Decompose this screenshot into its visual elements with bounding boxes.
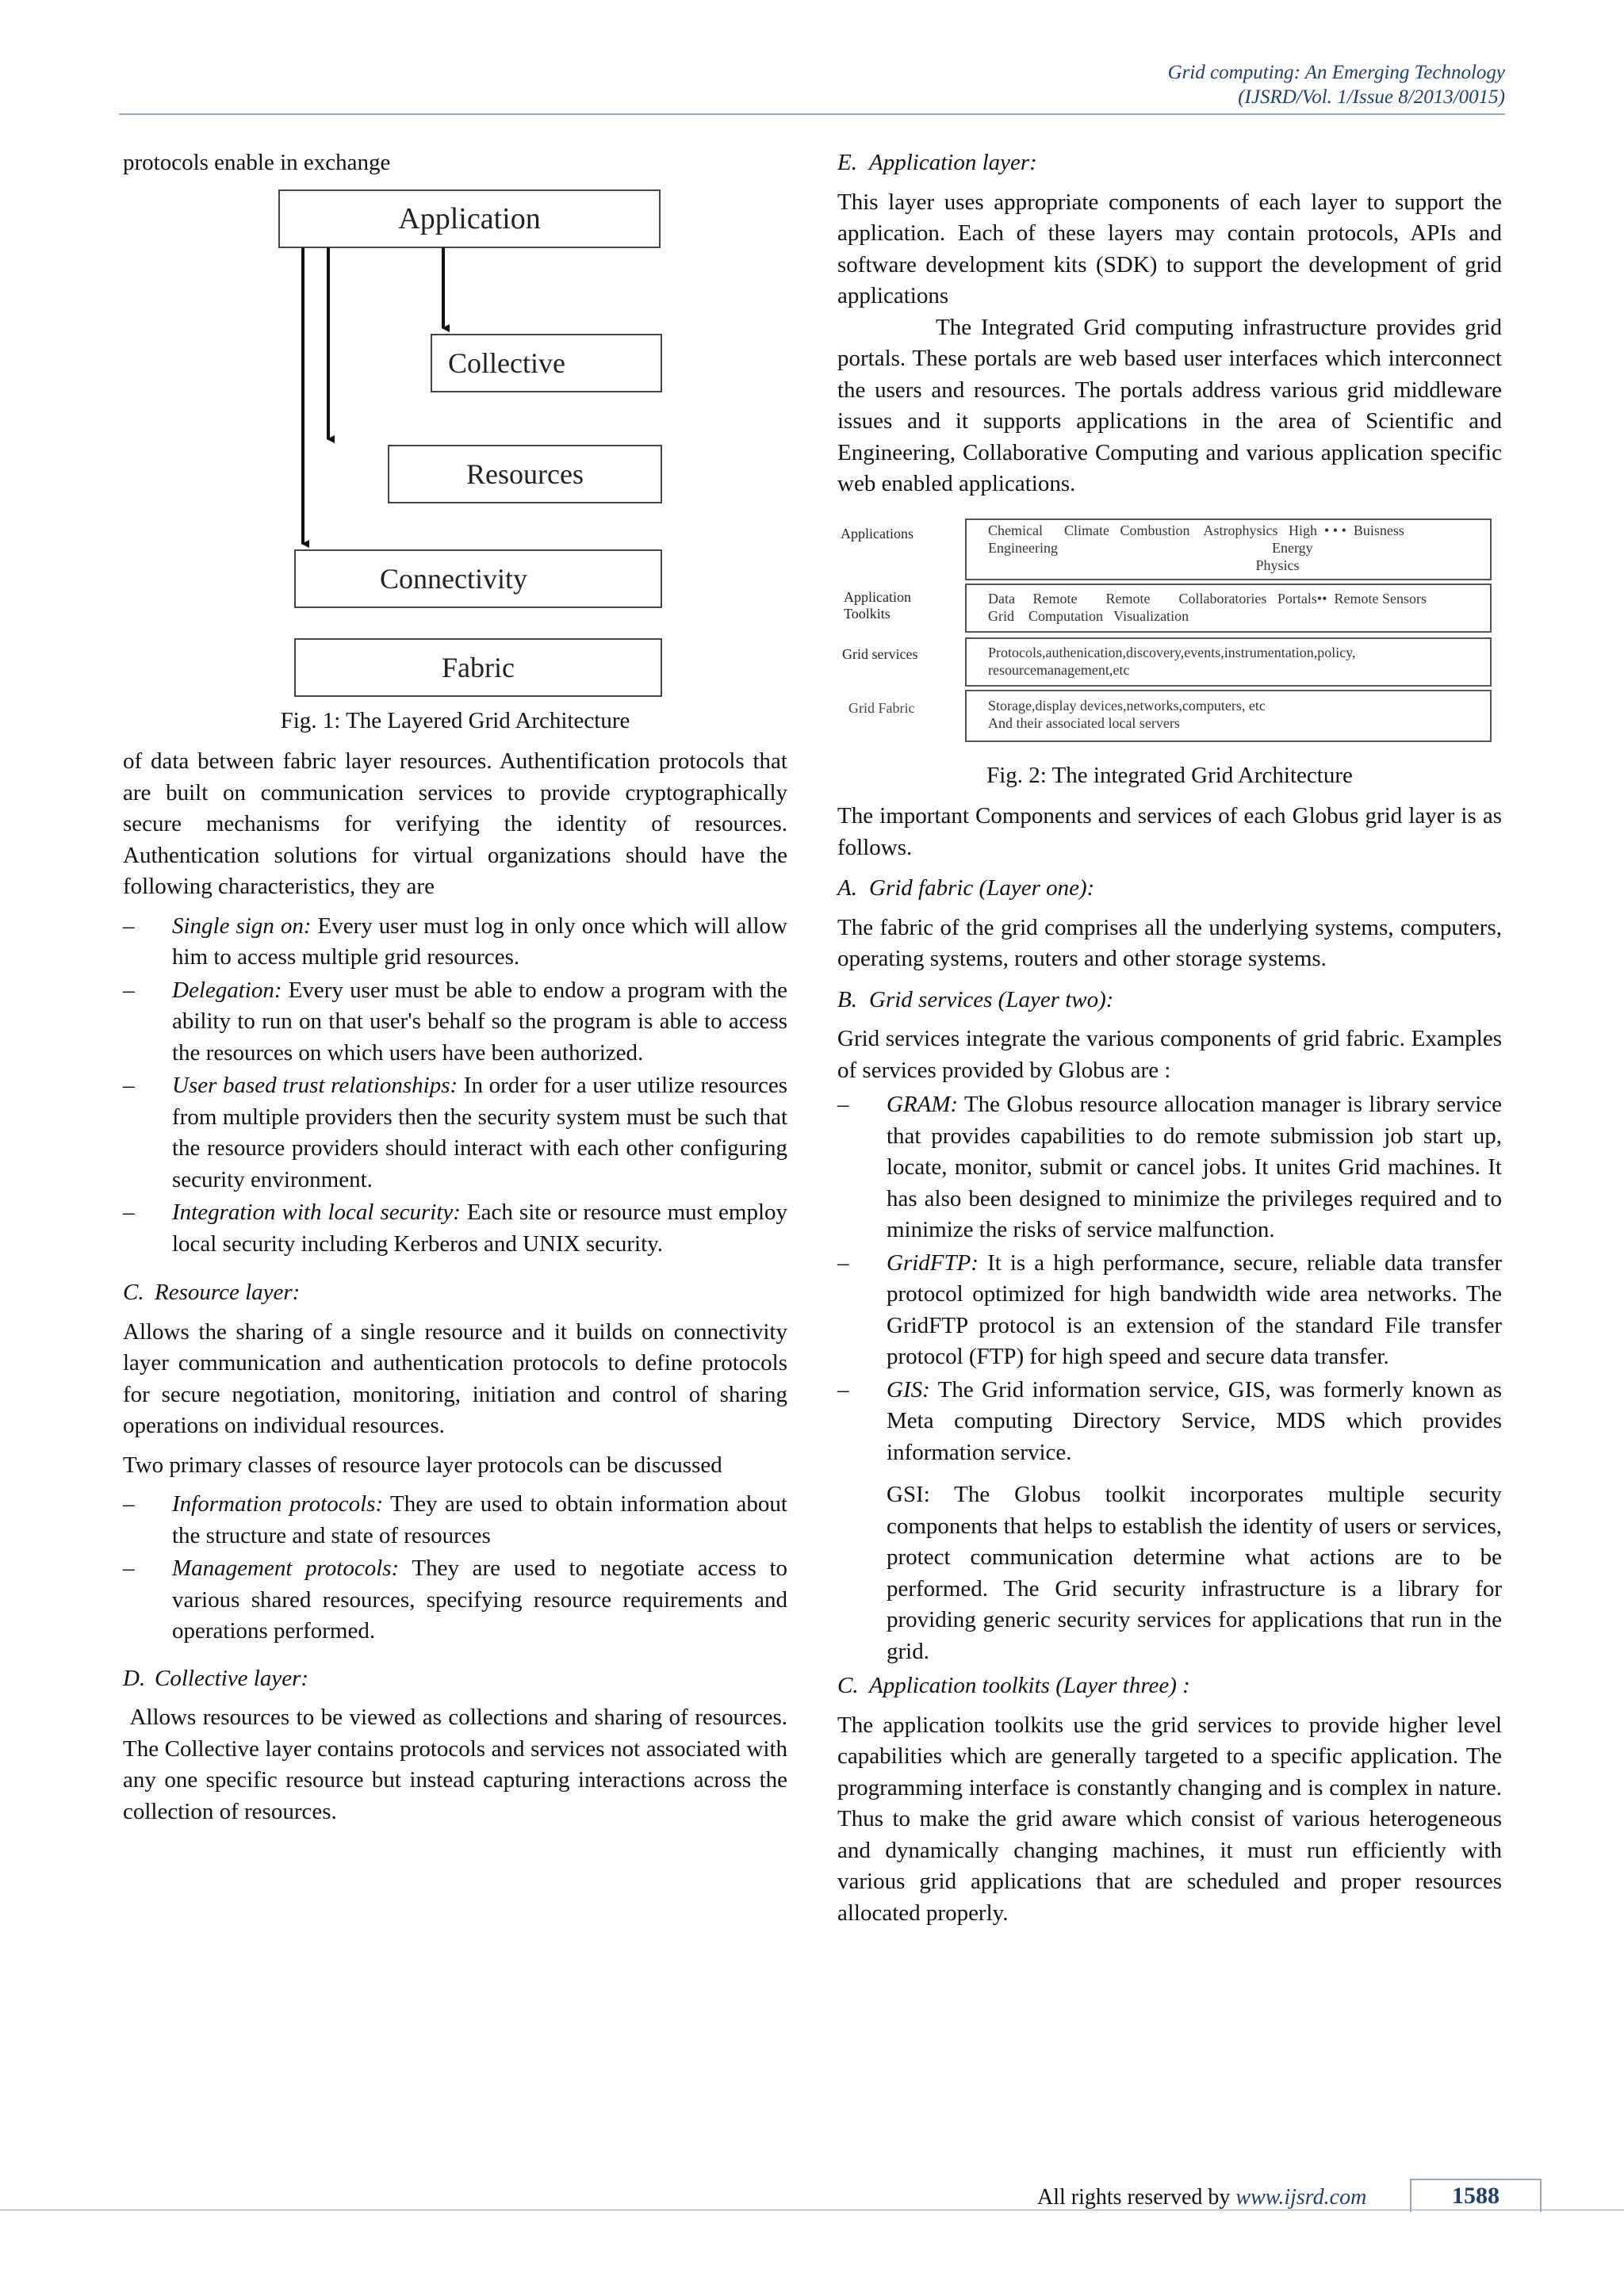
paragraph-application-layer: This layer uses appropriate components of each layer to support the application. Each of these layers may contain protocols, APIs and software development kits (SDK) to support the development of grid applications <box>837 189 1502 308</box>
auth-characteristics-list <box>123 911 787 1261</box>
fig2-label-grid-services: Grid services <box>842 645 918 662</box>
journal-title: Grid computing: An Emerging Technology <box>1167 62 1505 83</box>
paragraph-grid-portals: The Integrated Grid computing infrastructure provides grid portals. These portals are web based user interfaces which interconnect the users and resources. The portals address various grid middleware issues and it supports applications in the area of Scientific and Engineering, Collaborative Computing and various application specific web enabled applications. <box>837 314 1502 496</box>
fig2-label-toolkits-2: Toolkits <box>844 605 891 622</box>
section-heading-collective-layer: D. Collective layer: <box>123 1665 309 1691</box>
layer-label-fabric: Fabric <box>442 651 515 683</box>
right-column <box>837 147 1502 1937</box>
fig2-label-grid-fabric: Grid Fabric <box>848 699 915 716</box>
footer-site-link[interactable]: www.ijsrd.com <box>1235 2185 1367 2210</box>
figure-2-integrated-architecture <box>837 515 1502 744</box>
resource-protocols-list <box>123 1489 787 1647</box>
section-heading-application-toolkits: C. Application toolkits (Layer three) : <box>837 1673 1190 1698</box>
fig2-services-line2: resourcemanagement,etc <box>988 661 1130 678</box>
fig2-label-toolkits: Application <box>844 588 911 605</box>
section-heading-application-layer: E. Application layer: <box>837 150 1037 175</box>
fig2-applications-line2: Engineering Energy <box>988 539 1313 556</box>
layer-label-collective: Collective <box>448 346 565 379</box>
list-item: – Delegation: Every user must be able to endow a program with the ability to run on that user's behalf so the program is able to access the resources on which users have been authorized. <box>123 977 787 1066</box>
paragraph-application-toolkits: The application toolkits use the grid services to provide higher level capabilities which are generally targeted to a specific application. The programming interface is constantly changing and is complex in nature. Thus to make the grid aware which consist of various heterogeneous and dynamically changing machines, it must run efficiently with various grid applications that are scheduled and proper resources allocated properly. <box>837 1712 1502 1926</box>
paragraph-resource-protocols: Two primary classes of resource layer protocols can be discussed <box>123 1452 722 1478</box>
page-number: 1588 <box>1410 2179 1542 2212</box>
fig2-applications-line3: Physics <box>988 557 1300 573</box>
paragraph-globus-components: The important Components and services of each Globus grid layer is as follows. <box>837 803 1502 860</box>
footer-rights: All rights reserved by www.ijsrd.com <box>1037 2185 1367 2210</box>
header-rule <box>119 113 1505 115</box>
layer-label-connectivity: Connectivity <box>380 562 527 595</box>
fig2-fabric-line1: Storage,display devices,networks,computers, etc <box>988 697 1266 714</box>
list-item: – GridFTP: It is a high performance, secure, reliable data transfer protocol optimized for high bandwidth wide area networks. The GridFTP protocol is an extension of the standard File transfer protocol (FTP) for high speed and secure data transfer. <box>837 1249 1502 1369</box>
list-item: – Single sign on: Every user must log in only once which will allow him to access multiple grid resources. <box>123 913 787 970</box>
paragraph-collective-layer: Allows resources to be viewed as collections and sharing of resources. The Collective layer contains protocols and services not associated with any one specific resource but instead capturing interactions across the collection of resources. <box>123 1705 794 1824</box>
list-item: – GRAM: The Globus resource allocation manager is library service that provides capabilities to do remote submission job start up, locate, monitor, submit or cancel jobs. It unites Grid machines. It has also been designed to minimize the privileges required and to minimize the risks of service malfunction. <box>837 1092 1502 1242</box>
paragraph-authentication: of data between fabric layer resources. Authentification protocols that are built on communication services to provide cryptographically secure mechanisms for verifying the identity of resources. Authentication solutions for virtual organizations should have the following characteristics, they are <box>123 748 787 899</box>
list-item: – Integration with local security: Each site or resource must employ local security including Kerberos and UNIX security. <box>123 1200 787 1257</box>
running-header <box>1168 60 1505 109</box>
paragraph-gsi: GSI: The Globus toolkit incorporates multiple security components that helps to establish the identity of users or services, protect communication determine what actions are to be performed. The Grid security infrastructure is a library for providing generic security services for applications that run in the grid. <box>887 1482 1502 1664</box>
fig2-toolkits-line2: Grid Computation Visualization <box>988 607 1189 624</box>
paragraph-grid-fabric: The fabric of the grid comprises all the underlying systems, computers, operating systems, routers and other storage systems. <box>837 914 1502 971</box>
figure-1-caption: Fig. 1: The Layered Grid Architecture <box>280 707 630 733</box>
journal-citation: (IJSRD/Vol. 1/Issue 8/2013/0015) <box>1238 86 1505 108</box>
figure-2-caption: Fig. 2: The integrated Grid Architecture <box>986 762 1353 788</box>
section-heading-grid-services: B. Grid services (Layer two): <box>837 986 1114 1012</box>
list-item: – User based trust relationships: In order for a user utilize resources from multiple providers then the security system must be such that the resource providers should interact with each other configuring security environment. <box>123 1073 787 1192</box>
paragraph-resource-layer: Allows the sharing of a single resource and it builds on connectivity layer communication and authentication protocols to define protocols for secure negotiation, monitoring, initiation and control of sharing operations on individual resources. <box>123 1318 787 1438</box>
paragraph-grid-services: Grid services integrate the various components of grid fabric. Examples of services provided by Globus are : <box>837 1026 1502 1083</box>
fig2-toolkits-line1: Data Remote Remote Collaboratories Portals•• Remote Sensors <box>988 590 1427 607</box>
layer-label-application: Application <box>398 201 541 235</box>
left-column <box>123 147 794 1835</box>
intro-text: protocols enable in exchange <box>123 150 391 175</box>
list-item: – GIS: The Grid information service, GIS, was formerly known as Meta computing Directory Service, MDS which provides information service. <box>837 1376 1502 1465</box>
layer-label-resources: Resources <box>466 457 584 490</box>
globus-services-list <box>837 1089 1502 1468</box>
fig2-applications-line1: Chemical Climate Combustion Astrophysics High • • • Buisness <box>988 522 1404 538</box>
fig2-fabric-line2: And their associated local servers <box>988 714 1180 731</box>
fig2-services-line1: Protocols,authenication,discovery,events,instrumentation,policy, <box>988 644 1356 660</box>
figure-1-layered-architecture <box>233 184 677 699</box>
section-heading-resource-layer: C. Resource layer: <box>123 1280 301 1305</box>
fig2-label-applications: Applications <box>841 525 914 541</box>
list-item: – Information protocols: They are used to obtain information about the structure and state of resources <box>123 1491 787 1548</box>
section-heading-grid-fabric: A. Grid fabric (Layer one): <box>837 875 1095 901</box>
list-item: – Management protocols: They are used to negotiate access to various shared resources, specifying resource requirements and operations performed. <box>123 1556 787 1644</box>
